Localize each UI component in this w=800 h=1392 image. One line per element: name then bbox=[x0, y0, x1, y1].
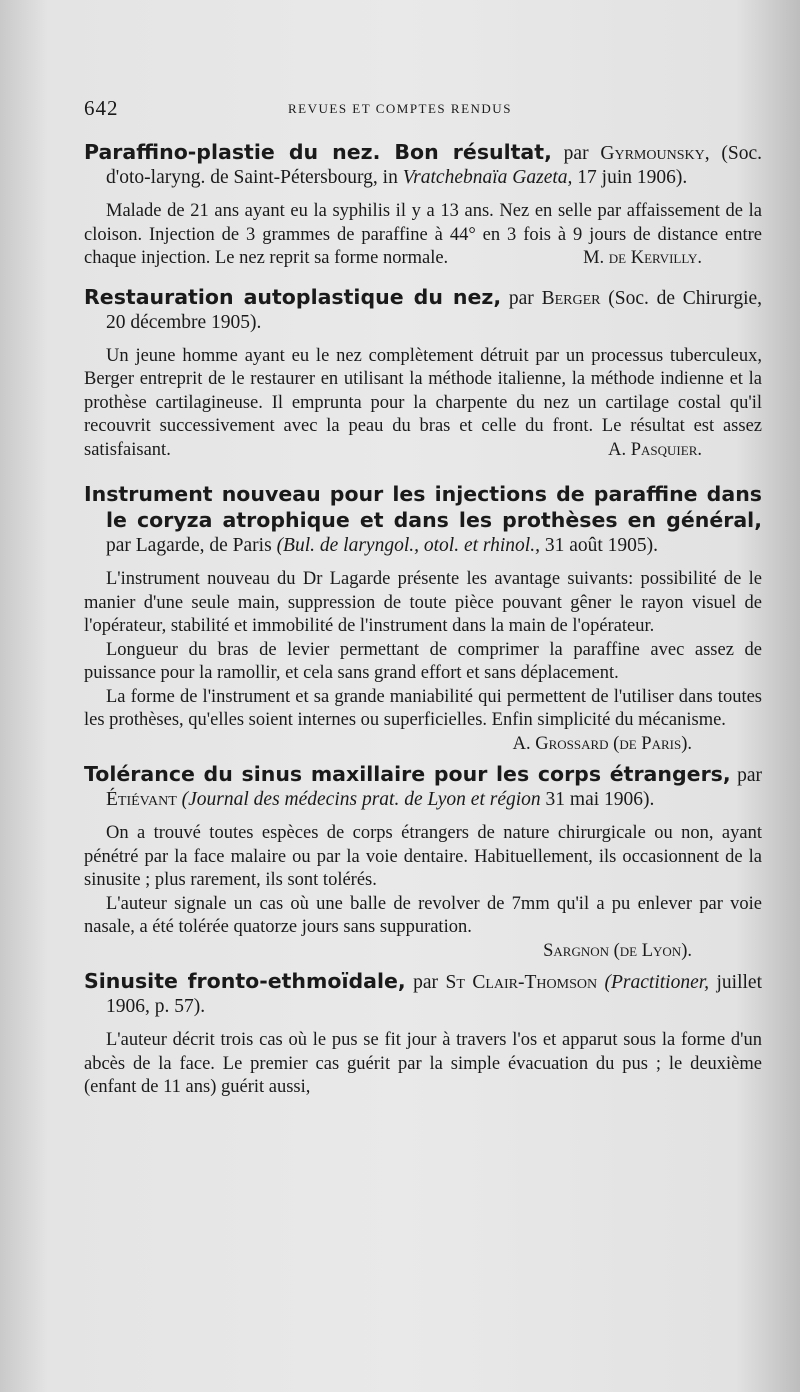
article-date: 17 juin 1906). bbox=[577, 167, 688, 188]
article-signature: Sargnon (de Lyon). bbox=[543, 940, 692, 961]
article-author: St Clair-Thomson bbox=[445, 972, 598, 993]
article-title: Instrument nouveau pour les injections de paraffine dans le coryza atrophique et dans les prothèses en général, bbox=[84, 482, 762, 532]
article-author: Gyrmounsky, bbox=[600, 143, 710, 164]
article-body bbox=[84, 1029, 762, 1100]
article-author: Berger bbox=[541, 287, 601, 309]
running-title: REVUES ET COMPTES RENDUS bbox=[288, 101, 512, 116]
article-sinusite-fronto-ethmoidale bbox=[84, 969, 762, 1100]
article-source: (Soc. de Chirurgie, 20 décembre 1905). bbox=[106, 287, 763, 333]
article-signature: M. de Kervilly. bbox=[583, 248, 702, 268]
article-journal: (Journal des médecins prat. de Lyon et région bbox=[181, 789, 541, 810]
page-header bbox=[84, 96, 762, 126]
article-paragraph: L'instrument nouveau du Dr Lagarde présente les avantage suivants: possibilité de le manier d'une seule main, suppression de toute pièce pouvant gêner le rayon visuel de l'opérateur, stabilité et immobilité de l'instrument dans la main de l'opérateur. bbox=[84, 569, 762, 636]
article-paraffino-plastie bbox=[84, 140, 762, 271]
article-heading: Tolérance du sinus maxillaire pour les corps étrangers, par Étiévant (Journal des médecins prat. de Lyon et région 31 mai 1906). bbox=[84, 762, 763, 810]
article-instrument-nouveau bbox=[84, 482, 762, 756]
article-title: Restauration autoplastique du nez, bbox=[84, 284, 502, 309]
article-paragraph: La forme de l'instrument et sa grande maniabilité qui permettent de l'utiliser dans toutes les prothèses, qu'elles soient internes ou superficielles. Enfin simplicité du mécanisme. bbox=[84, 686, 762, 730]
article-signature: A. Pasquier. bbox=[608, 439, 702, 460]
article-paragraph: L'auteur décrit trois cas où le pus se fit jour à travers l'os et apparut sous la forme d'un abcès de la face. Le premier cas guérit par la simple évacuation du pus ; le deuxième (enfant de 11 ans) guérit aussi, bbox=[84, 1030, 762, 1097]
article-title: Paraffino-plastie du nez. Bon résultat, bbox=[84, 140, 552, 164]
article-title: Tolérance du sinus maxillaire pour les corps étrangers, bbox=[84, 762, 731, 786]
article-heading: Sinusite fronto-ethmoïdale, par St Clair-Thomson (Practitioner, juillet 1906, p. 57). bbox=[84, 969, 762, 1017]
article-body bbox=[84, 345, 762, 463]
article-date: juillet 1906, p. 57). bbox=[106, 972, 762, 1017]
article-body bbox=[84, 822, 762, 963]
article-paragraph: L'auteur signale un cas où une balle de revolver de 7mm qu'il a pu enlever par voie nasale, a été tolérée quatorze jours sans suppuration. bbox=[84, 893, 762, 937]
article-date: 31 août 1905). bbox=[544, 535, 659, 556]
article-heading: Instrument nouveau pour les injections de paraffine dans le coryza atrophique et dans les prothèses en général, par Lagarde, de Paris (Bul. de laryngol., otol. et rhinol., 31 août 1905). bbox=[84, 482, 762, 556]
article-tolerance-sinus bbox=[84, 762, 762, 963]
article-body bbox=[84, 200, 762, 271]
article-date: 31 mai 1906). bbox=[545, 789, 655, 810]
article-heading: Paraffino-plastie du nez. Bon résultat, par Gyrmounsky, (Soc. d'oto-laryng. de Saint-Pétersbourg, in Vratchebnaïa Gazeta, 17 juin 1906). bbox=[84, 140, 763, 188]
article-source: (Soc. d'oto-laryng. de Saint-Pétersbourg, in bbox=[106, 143, 763, 188]
article-author: Étiévant bbox=[106, 789, 177, 810]
article-paragraph: Malade de 21 ans ayant eu la syphilis il y a 13 ans. Nez en selle par affaissement de la cloison. Injection de 3 grammes de paraffine à 44° en 3 fois à 9 jours de distance entre chaque injection. Le nez reprit sa forme normale. M. de Kervilly. bbox=[84, 200, 762, 271]
article-body bbox=[84, 568, 762, 756]
article-paragraph: Un jeune homme ayant eu le nez complètement détruit par un processus tuberculeux, Berger entreprit de le restaurer en utilisant la méthode italienne, la méthode indienne et la prothèse cartilagineuse. Il emprunta pour la charpente du nez un cartilage costal qu'il recouvrit successivement avec la peau du bras et celle du front. Le résultat est assez satisfaisant. A. Pasquier. bbox=[84, 345, 762, 463]
page-number: 642 bbox=[84, 96, 119, 120]
article-journal: (Bul. de laryngol., otol. et rhinol., bbox=[276, 535, 540, 556]
article-heading: Restauration autoplastique du nez, par Berger (Soc. de Chirurgie, 20 décembre 1905). bbox=[84, 284, 763, 333]
article-journal: Vratchebnaïa Gazeta, bbox=[402, 167, 573, 188]
article-journal: (Practitioner, bbox=[604, 972, 710, 993]
article-title: Sinusite fronto-ethmoïdale, bbox=[84, 969, 406, 993]
article-restauration bbox=[84, 285, 762, 463]
article-paragraph: On a trouvé toutes espèces de corps étrangers de nature chirurgicale ou non, ayant pénétré par la face malaire ou par la voie dentaire. Habituellement, ils occasionnent de la sinusite ; plus rarement, ils sont tolérés. bbox=[84, 823, 762, 890]
article-paragraph: Longueur du bras de levier permettant de comprimer la paraffine avec assez de puissance pour la ramollir, et cela sans grand effort et sans déplacement. bbox=[84, 639, 762, 683]
article-signature: A. Grossard (de Paris). bbox=[512, 733, 692, 754]
